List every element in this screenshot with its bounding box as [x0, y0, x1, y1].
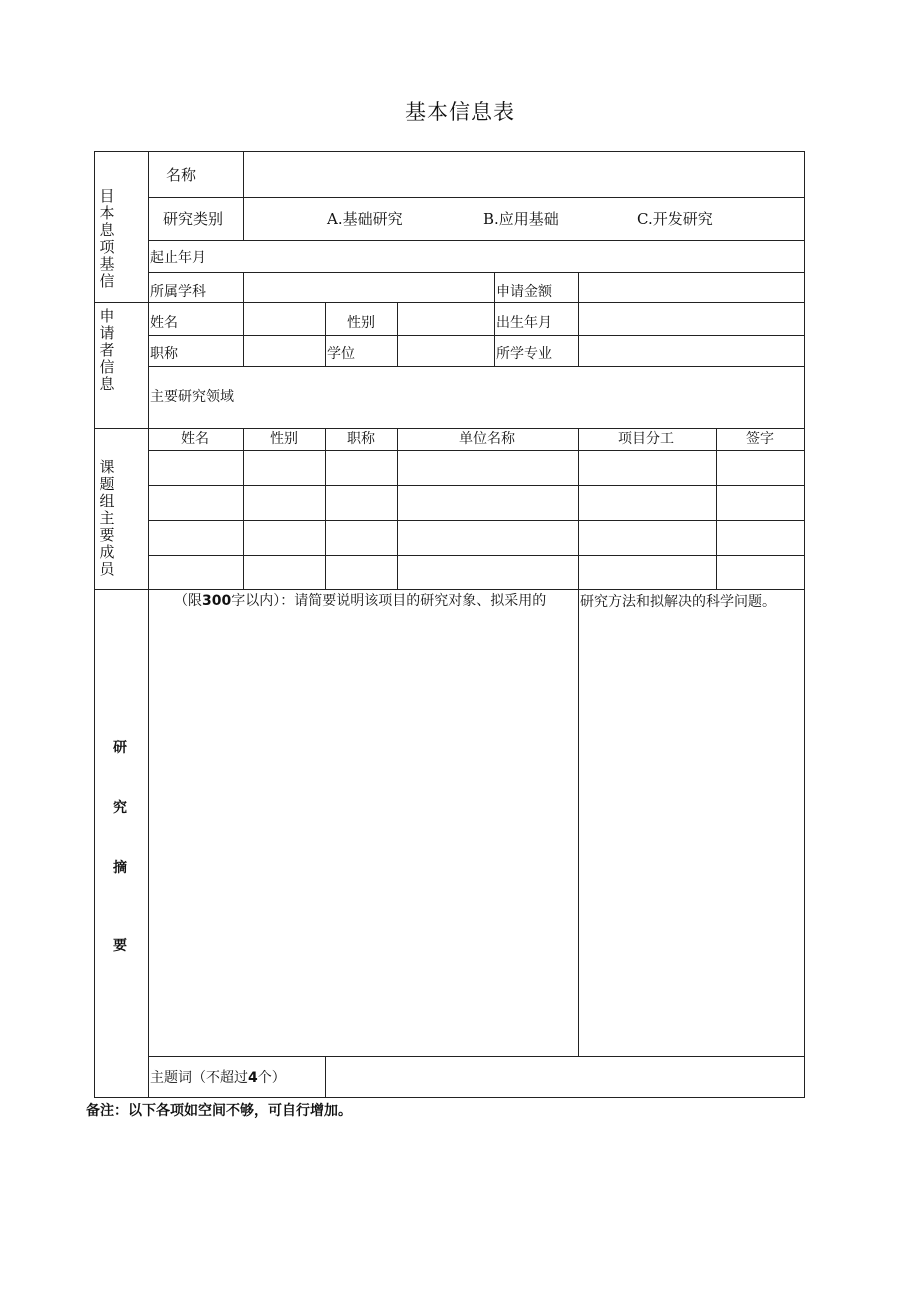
applicant-name-field[interactable]: [245, 304, 324, 334]
category-option-basic[interactable]: A.基础研究: [327, 210, 403, 228]
table-border-right: [804, 151, 805, 1098]
applicant-section-label: 申请者信息: [99, 307, 115, 393]
amount-label: 申请金额: [496, 284, 552, 300]
col-line: [397, 302, 398, 367]
keywords-number: 4: [248, 1070, 258, 1086]
row-line: [148, 366, 805, 367]
title-field[interactable]: [245, 337, 324, 365]
project-name-field[interactable]: [245, 153, 803, 196]
row-line: [148, 335, 805, 336]
members-section-label: 课题组主要成员: [99, 458, 115, 578]
period-label: 起止年月: [150, 250, 206, 266]
applicant-name-label: 姓名: [150, 315, 178, 331]
project-section-label: 目本息项基信: [99, 187, 115, 290]
gender-field[interactable]: [399, 304, 493, 334]
major-field[interactable]: [580, 337, 803, 365]
members-header-signature: 签字: [746, 431, 774, 447]
summary-label-char: 摘: [113, 860, 127, 876]
table-row[interactable]: [149, 521, 804, 555]
discipline-field[interactable]: [245, 274, 493, 301]
members-header-name: 姓名: [181, 431, 209, 447]
table-row[interactable]: [149, 486, 804, 520]
section-line: [94, 589, 805, 590]
row-line: [148, 272, 805, 273]
keywords-field[interactable]: [327, 1058, 803, 1096]
major-label: 所学专业: [496, 346, 552, 362]
category-option-applied[interactable]: B.应用基础: [483, 210, 559, 228]
project-name-label: 名称: [166, 166, 197, 184]
amount-field[interactable]: [580, 274, 803, 301]
period-field[interactable]: [245, 242, 803, 271]
members-header-title: 职称: [347, 431, 375, 447]
footnote: 备注：以下各项如空间不够，可自行增加。: [86, 1103, 352, 1119]
keywords-suffix: 个）: [257, 1070, 286, 1086]
degree-field[interactable]: [399, 337, 493, 365]
section-line: [94, 428, 805, 429]
instruction-number: 300: [202, 593, 232, 609]
table-border-top: [94, 151, 805, 152]
col-line: [494, 272, 495, 367]
summary-label-char: 要: [113, 938, 127, 954]
summary-right-input[interactable]: [580, 614, 803, 1054]
summary-instruction: [150, 592, 574, 611]
col-line: [243, 151, 244, 241]
birth-label: 出生年月: [496, 315, 552, 331]
page-title: 基本信息表: [405, 100, 515, 124]
members-header-unit: 单位名称: [459, 431, 515, 447]
birth-field[interactable]: [580, 304, 803, 334]
research-field-label: 主要研究领域: [150, 389, 234, 405]
summary-label-char: 研: [113, 740, 127, 756]
section-line: [94, 302, 805, 303]
summary-left-input[interactable]: [150, 632, 576, 1054]
col-line: [243, 272, 244, 367]
table-row[interactable]: [149, 556, 804, 589]
table-row[interactable]: [149, 451, 804, 485]
instruction-prefix: （限: [174, 593, 202, 609]
keywords-label: [150, 1070, 286, 1086]
members-header-role: 项目分工: [618, 431, 674, 447]
degree-label: 学位: [327, 346, 355, 362]
row-line: [148, 197, 805, 198]
table-border-left: [94, 151, 95, 1098]
table-border-bottom: [94, 1097, 805, 1098]
title-label: 职称: [150, 346, 178, 362]
row-line: [148, 240, 805, 241]
col-line: [325, 302, 326, 367]
discipline-label: 所属学科: [150, 284, 206, 300]
col-line: [578, 272, 579, 367]
row-line: [148, 1056, 805, 1057]
summary-label-char: 究: [113, 800, 127, 816]
category-label: 研究类别: [163, 210, 224, 228]
instruction-text: 字以内）：请简要说明该项目的研究对象、拟采用的: [231, 593, 547, 609]
category-option-development[interactable]: C.开发研究: [637, 210, 713, 228]
members-header-gender: 性别: [270, 431, 298, 447]
col-line: [325, 1056, 326, 1098]
gender-label: 性别: [347, 315, 375, 331]
col-line: [148, 151, 149, 1098]
keywords-prefix: 主题词（不超过: [150, 1070, 248, 1086]
research-field-input[interactable]: [245, 368, 803, 427]
summary-instruction-right: 研究方法和拟解决的科学问题。: [580, 594, 776, 610]
